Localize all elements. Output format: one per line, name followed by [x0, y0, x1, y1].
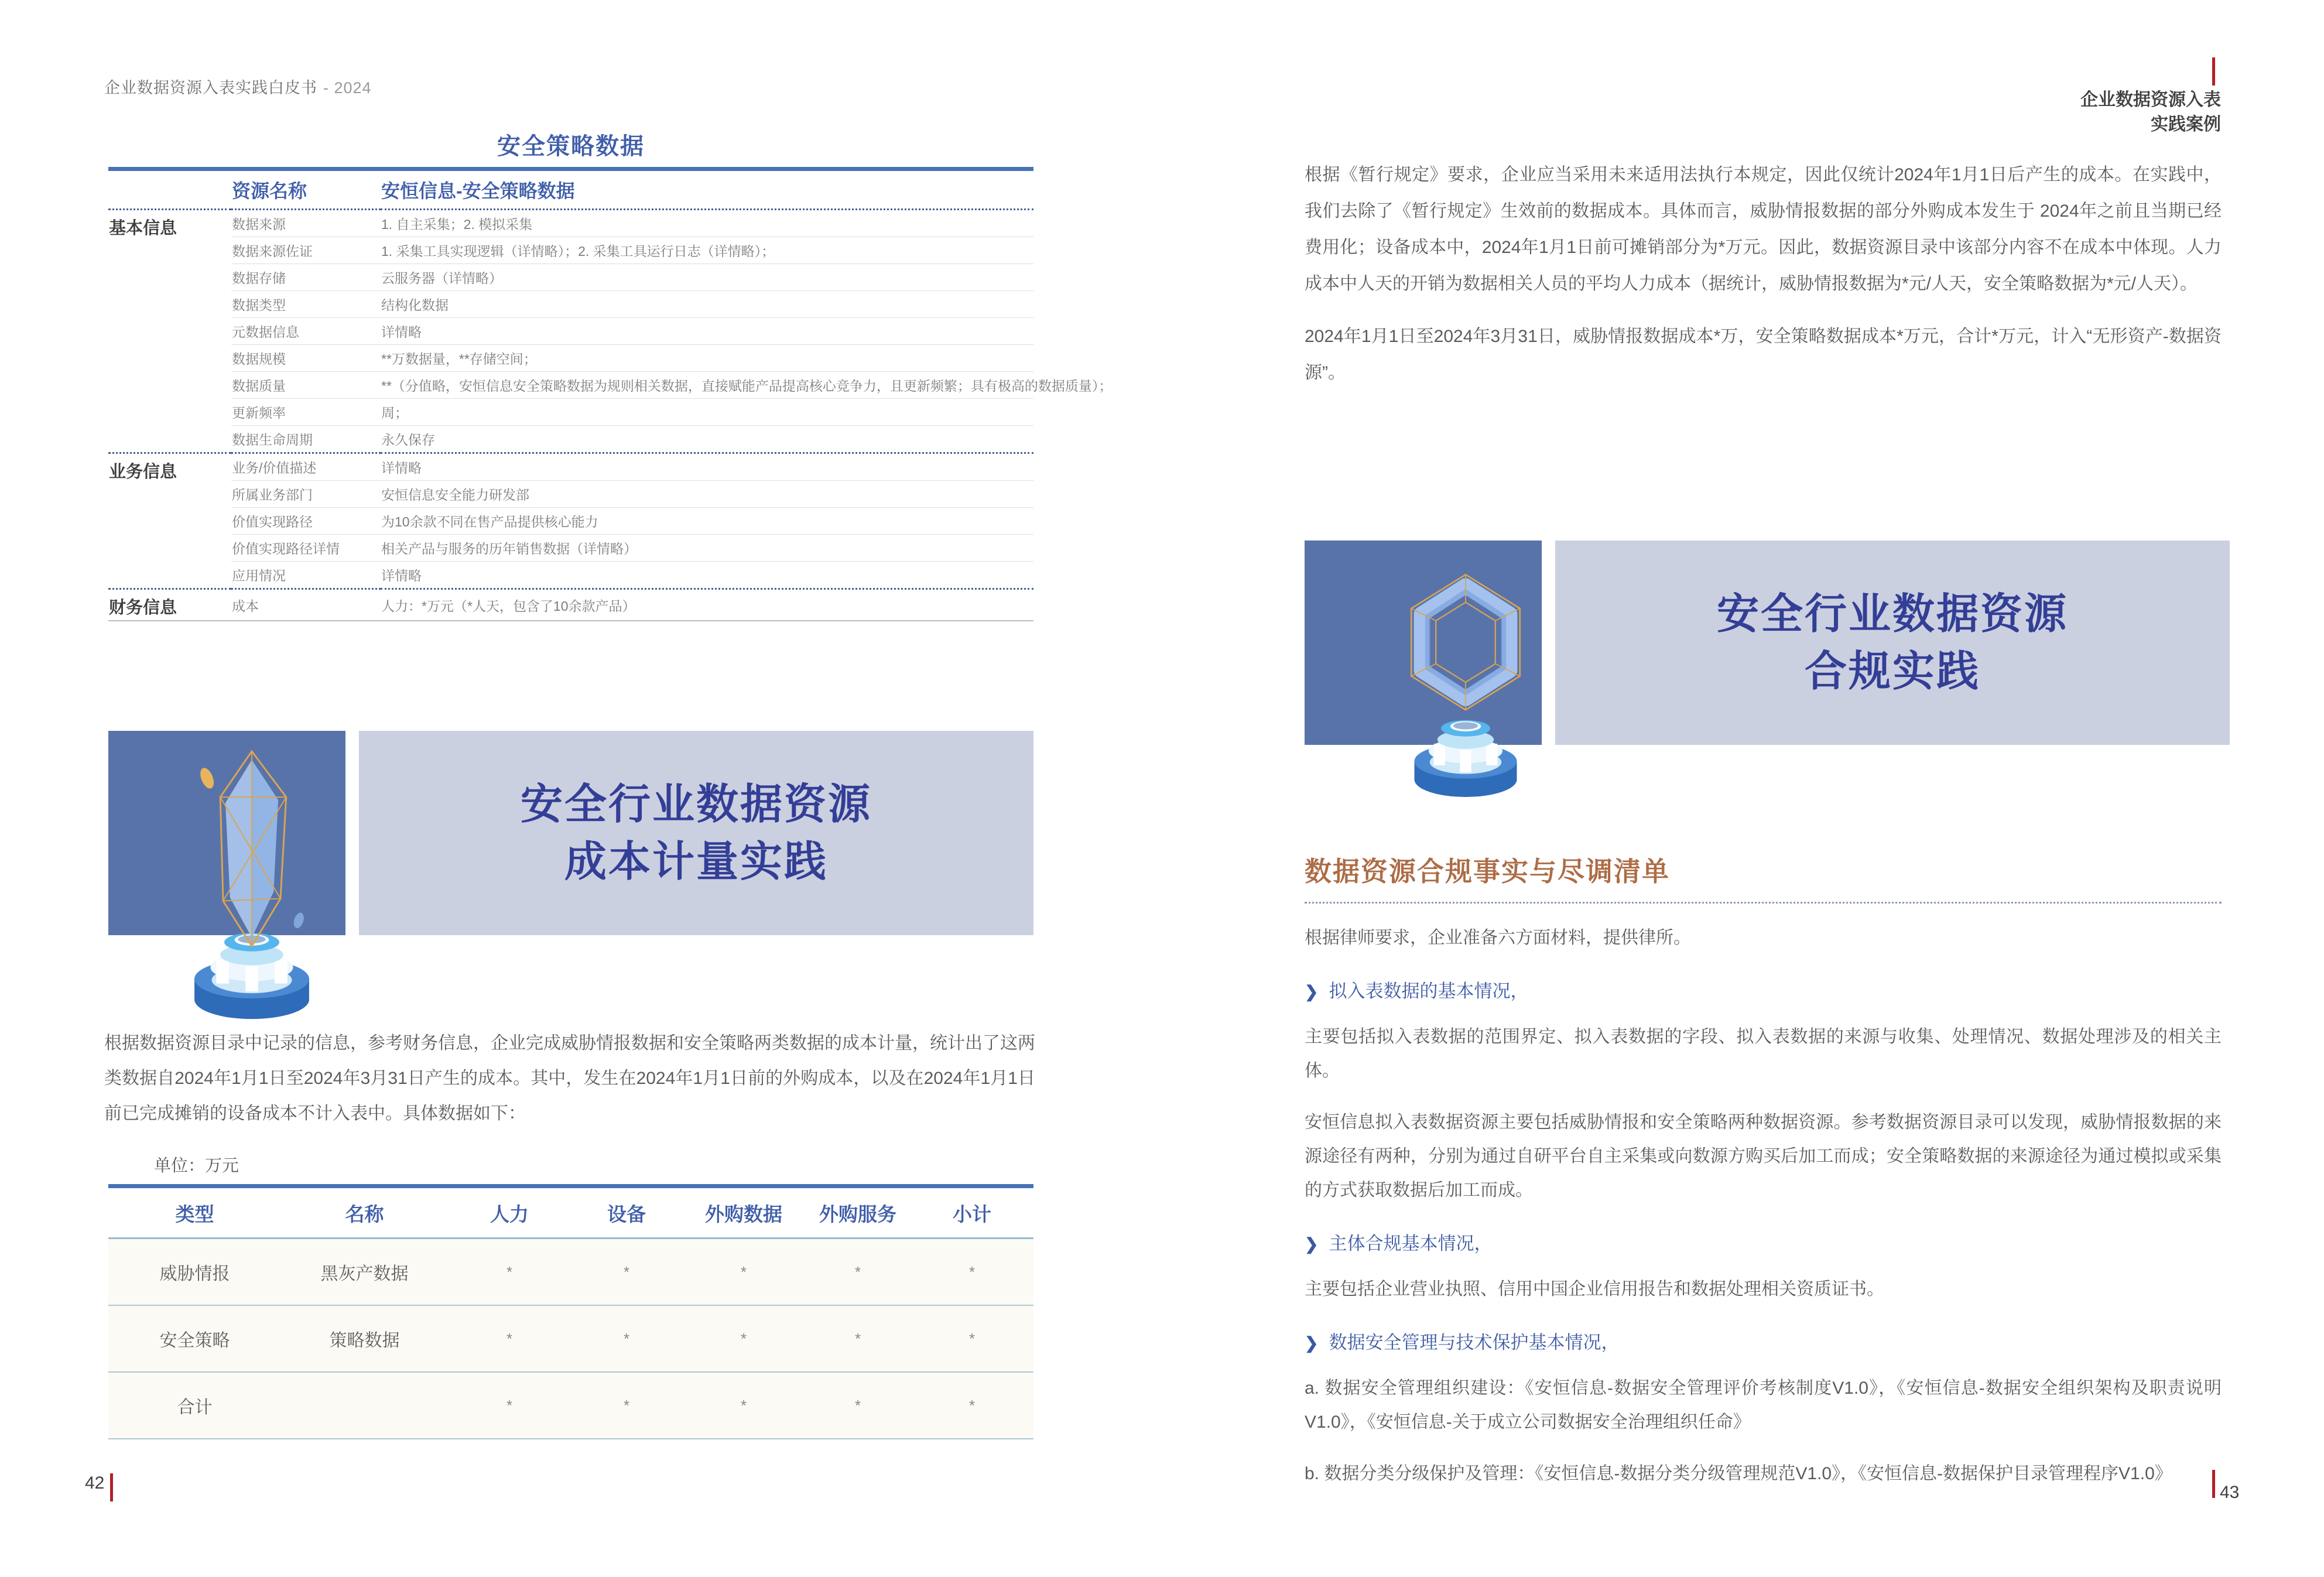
row-value: 1. 自主采集；2. 模拟采集: [381, 217, 533, 232]
row-label: 数据来源佐证: [231, 237, 381, 264]
cost-table-header: [108, 1188, 1033, 1239]
table-row: [108, 345, 1033, 372]
row-value: **（分值略，安恒信息安全策略数据为规则相关数据，直接赋能产品提高核心竞争力，且更新频繁；具有极高的数据质量）；: [381, 372, 1033, 399]
catalog-header-empty: [108, 169, 231, 210]
data-crystal-icon: [164, 748, 340, 1024]
table-row: [108, 210, 1033, 237]
col-header: 名称: [345, 1203, 384, 1225]
table-row: [108, 426, 1033, 453]
col-header: 外购服务: [819, 1203, 896, 1225]
table-row: [108, 1306, 1033, 1373]
row-value: 详情略: [381, 562, 1033, 589]
catalog-section-business: 业务信息: [108, 453, 231, 589]
red-accent-bar: [2212, 1470, 2215, 1498]
page-number-left: 42: [85, 1473, 105, 1493]
right-intro-block: [1305, 157, 2222, 408]
cost-table: [108, 1184, 1033, 1439]
cell: *: [623, 1329, 630, 1347]
running-header-year: - 2024: [323, 79, 372, 97]
banner-title-line1: 安全行业数据资源: [1716, 590, 2068, 638]
col-header: 外购数据: [705, 1203, 782, 1225]
paragraph: b. 数据分类分级保护及管理：《安恒信息-数据分类分级管理规范V1.0》，《安恒信息-数据保护目录管理程序V1.0》: [1305, 1464, 2172, 1483]
cell: *: [623, 1263, 630, 1281]
running-header-left: [104, 75, 372, 98]
row-value: 云服务器（详情略）: [381, 264, 1033, 291]
cost-banner: [108, 731, 1033, 935]
row-label: 数据质量: [231, 372, 381, 399]
cell: 策略数据: [329, 1331, 400, 1350]
table-row: [108, 264, 1033, 291]
row-value: 详情略: [381, 318, 1033, 345]
col-header: 小计: [953, 1203, 991, 1225]
row-value: 详情略: [381, 453, 1033, 481]
cell: *: [506, 1396, 513, 1414]
banner-title-line2: 合规实践: [1804, 648, 1980, 695]
paragraph: 安恒信息拟入表数据资源主要包括威胁情报和安全策略两种数据资源。参考数据资源目录可以发现，威胁情报数据的来源途径有两种，分别为通过自研平台自主采集或向数源方购买后加工而成；安全策略数据的来源途径为通过模拟或采集的方式获取数据后加工而成。: [1305, 1113, 2222, 1200]
row-label: 更新频率: [231, 399, 381, 426]
row-value: 人力：*万元（*人天，包含了10余款产品）: [381, 589, 1033, 621]
bullet-item: [1305, 1229, 2222, 1255]
row-value: 周；: [381, 399, 1033, 426]
table-row: [108, 1239, 1033, 1306]
col-header: 人力: [490, 1203, 529, 1225]
cell: *: [854, 1263, 861, 1281]
row-value: 永久保存: [381, 426, 1033, 453]
cell: *: [623, 1396, 630, 1414]
catalog-header-row: [108, 169, 1033, 210]
table-row: [108, 237, 1033, 264]
table-row: [108, 291, 1033, 318]
chevron-right-icon: ❯: [1305, 1235, 1319, 1253]
row-label: 成本: [231, 589, 381, 621]
table-row: [108, 372, 1033, 399]
cell: *: [506, 1329, 513, 1347]
data-catalog-table: [108, 167, 1113, 621]
row-label: 所属业务部门: [231, 481, 381, 508]
catalog-section-finance: 财务信息: [108, 589, 231, 621]
table-row: [108, 562, 1033, 589]
compliance-section: [1305, 850, 2222, 1506]
table-row: [108, 399, 1033, 426]
table-row: [108, 481, 1033, 508]
row-label: 数据生命周期: [231, 426, 381, 453]
running-header-title: 企业数据资源入表实践白皮书: [104, 79, 317, 97]
row-label: 数据规模: [231, 345, 381, 372]
cell: 黑灰产数据: [320, 1264, 409, 1284]
row-value: 1. 采集工具实现逻辑（详情略）；2. 采集工具运行日志（详情略）；: [381, 237, 1033, 264]
banner-title: [1555, 586, 2230, 700]
cell: *: [854, 1329, 861, 1347]
red-accent-bar: [2212, 57, 2215, 85]
row-label: 价值实现路径详情: [231, 535, 381, 562]
cell: 威胁情报: [159, 1264, 230, 1284]
paragraph: 主要包括企业营业执照、信用中国企业信用报告和数据处理相关资质证书。: [1305, 1280, 1884, 1299]
table-row: [108, 589, 1033, 621]
row-label: 应用情况: [231, 562, 381, 589]
paragraph: 2024年1月1日至2024年3月31日，威胁情报数据成本*万，安全策略数据成本*万元，合计*万元，计入“无形资产-数据资源”。: [1305, 327, 2222, 382]
row-label: 价值实现路径: [231, 508, 381, 535]
row-value: **万数据量，**存储空间；: [381, 345, 1033, 372]
cell: 合计: [177, 1398, 213, 1417]
table-row: [108, 535, 1033, 562]
row-label: 业务/价值描述: [231, 453, 381, 481]
page-number-right: 43: [2220, 1483, 2240, 1502]
col-header: 设备: [607, 1203, 646, 1225]
footer-right: [2212, 1470, 2239, 1503]
paragraph: a. 数据安全管理组织建设：《安恒信息-数据安全管理评价考核制度V1.0》，《安恒信息-数据安全组织架构及职责说明V1.0》，《安恒信息-关于成立公司数据安全治理组织任命》: [1305, 1378, 2222, 1432]
red-accent-bar: [110, 1473, 113, 1501]
section-title: 数据资源合规事实与尽调清单: [1305, 850, 2222, 904]
cell: *: [740, 1263, 747, 1281]
hexagon-ring-icon: [1381, 555, 1551, 801]
row-label: 元数据信息: [231, 318, 381, 345]
bullet-item: [1305, 976, 2222, 1003]
bullet-label: 数据安全管理与技术保护基本情况，: [1329, 1332, 1620, 1353]
paragraph: 主要包括拟入表数据的范围界定、拟入表数据的字段、拟入表数据的来源与收集、处理情况、数据处理涉及的相关主体。: [1305, 1027, 2222, 1080]
bullet-label: 拟入表数据的基本情况，: [1329, 981, 1529, 1001]
chevron-right-icon: ❯: [1305, 1334, 1319, 1352]
footer-left: [85, 1473, 113, 1501]
table-row: [108, 453, 1033, 481]
running-header-line2: 实践案例: [2151, 115, 2221, 134]
table-row: [108, 508, 1033, 535]
running-header-right: [2080, 88, 2221, 137]
cost-paragraph: 根据数据资源目录中记录的信息，参考财务信息，企业完成威胁情报数据和安全策略两类数据的成本计量，统计出了这两类数据自2024年1月1日至2024年3月31日产生的成本。其中，发生在2024年1月1日前的外购成本，以及在2024年1月1日前已完成摊销的设备成本不计入表中。具体数据如下：: [104, 1034, 1035, 1123]
cell: *: [968, 1263, 976, 1281]
cell: *: [968, 1329, 976, 1347]
compliance-banner: [1305, 541, 2230, 745]
catalog-header-label: 资源名称: [231, 169, 381, 210]
cell: 安全策略: [159, 1331, 230, 1350]
cell: *: [968, 1396, 976, 1414]
cell: *: [854, 1396, 861, 1414]
row-value: 为10余款不同在售产品提供核心能力: [381, 508, 1033, 535]
table-row: [108, 318, 1033, 345]
unit-label: 单位：万元: [154, 1157, 239, 1175]
table-row: [108, 1373, 1033, 1439]
row-label: 数据类型: [231, 291, 381, 318]
catalog-table-title: 安全策略数据: [497, 134, 645, 159]
paragraph: 根据《暂行规定》要求，企业应当采用未来适用法执行本规定，因此仅统计2024年1月1日后产生的成本。在实践中，我们去除了《暂行规定》生效前的数据成本。具体而言，威胁情报数据的部分外购成本发生于 2024年之前且当期已经费用化；设备成本中，2024年1月1日前可摊销部分为*万元。因此，数据资源目录中该部分内容不在成本中体现。人力成本中人天的开销为数据相关人员的平均人力成本（据统计，威胁情报数据为*元/人天，安全策略数据为*元/人天）。: [1305, 165, 2222, 293]
col-header: 类型: [175, 1203, 214, 1225]
cell: *: [740, 1329, 747, 1347]
row-label: 数据存储: [231, 264, 381, 291]
banner-title-line1: 安全行业数据资源: [520, 781, 872, 828]
paragraph: 根据律师要求，企业准备六方面材料，提供律所。: [1305, 928, 1691, 947]
chevron-right-icon: ❯: [1305, 983, 1319, 1001]
catalog-section-basic: 基本信息: [109, 219, 177, 238]
row-value: 相关产品与服务的历年销售数据（详情略）: [381, 535, 1033, 562]
row-label: 数据来源: [232, 217, 286, 232]
cell: *: [506, 1263, 513, 1281]
bullet-item: [1305, 1328, 2222, 1354]
banner-title: [359, 776, 1033, 891]
running-header-line1: 企业数据资源入表: [2080, 90, 2221, 110]
row-value: 安恒信息安全能力研发部: [381, 481, 1033, 508]
row-value: 结构化数据: [381, 291, 1033, 318]
bullet-label: 主体合规基本情况，: [1329, 1233, 1493, 1254]
banner-title-line2: 成本计量实践: [564, 838, 828, 885]
catalog-header-value: 安恒信息-安全策略数据: [381, 169, 1033, 210]
cell: *: [740, 1396, 747, 1414]
